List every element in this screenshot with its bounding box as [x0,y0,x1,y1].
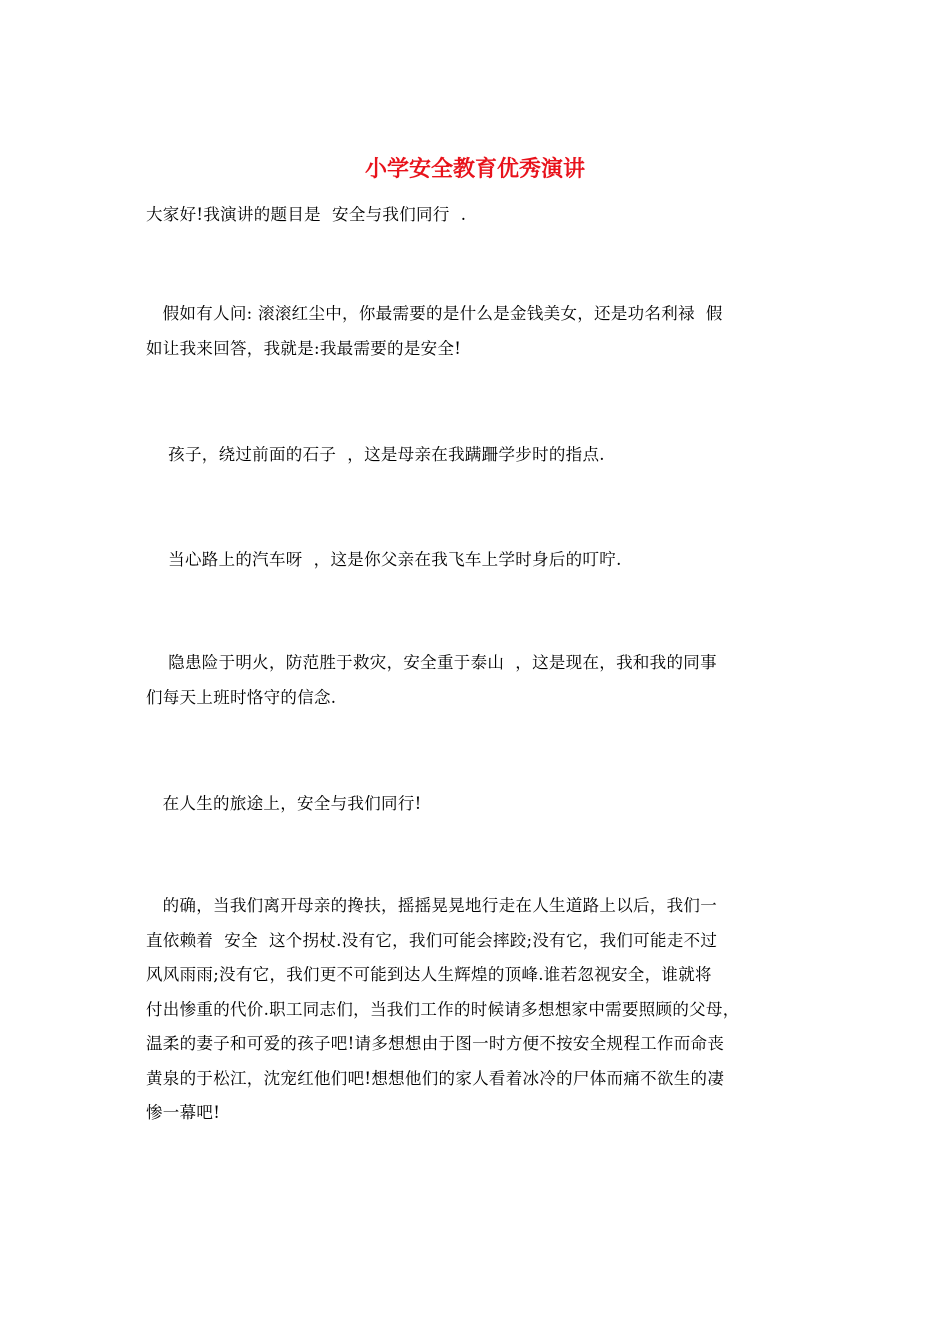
paragraph-belief [146,646,816,715]
paragraph-line: 如让我来回答，我就是:我最需要的是安全! [146,338,462,358]
paragraph-line: 大家好!我演讲的题目是 安全与我们同行 . [146,205,467,224]
paragraph-line: 直依赖着 安全 这个拐杖.没有它，我们可能会摔跤;没有它，我们可能走不过 [146,930,718,950]
paragraph-line: 在人生的旅途上，安全与我们同行! [146,794,422,813]
paragraph-line: 当心路上的汽车呀 ，这是你父亲在我飞车上学时身后的叮咛. [146,550,622,569]
paragraph-mother [146,438,816,473]
paragraph-father [146,543,816,578]
paragraph-line: 风风雨雨;没有它，我们更不可能到达人生辉煌的顶峰.谁若忽视安全，谁就将 [146,965,712,984]
paragraph-line: 黄泉的于松江，沈宠红他们吧!想想他们的家人看着冰冷的尸体而痛不欲生的凄 [146,1068,725,1088]
paragraph-line: 惨一幕吧! [146,1103,221,1122]
paragraph-main [146,889,816,1131]
paragraph-line: 们每天上班时恪守的信念. [146,687,337,707]
paragraph-greeting [146,198,816,233]
paragraph-line: 孩子，绕过前面的石子 ，这是母亲在我蹒跚学步时的指点. [146,445,605,464]
paragraph-line: 的确，当我们离开母亲的搀扶，摇摇晃晃地行走在人生道路上以后，我们一 [146,896,718,915]
paragraph-line: 隐患险于明火，防范胜于救灾，安全重于泰山 ，这是现在，我和我的同事 [146,653,717,672]
paragraph-journey [146,787,816,822]
paragraph-question [146,297,816,366]
paragraph-line: 付出惨重的代价.职工同志们，当我们工作的时候请多想想家中需要照顾的父母， [146,999,740,1019]
paragraph-line: 温柔的妻子和可爱的孩子吧!请多想想由于图一时方便不按安全规程工作而命丧 [146,1034,725,1053]
document-title: 小学安全教育优秀演讲 [364,156,585,182]
paragraph-line: 假如有人问: 滚滚红尘中，你最需要的是什么是金钱美女，还是功名利禄 假 [146,304,723,323]
